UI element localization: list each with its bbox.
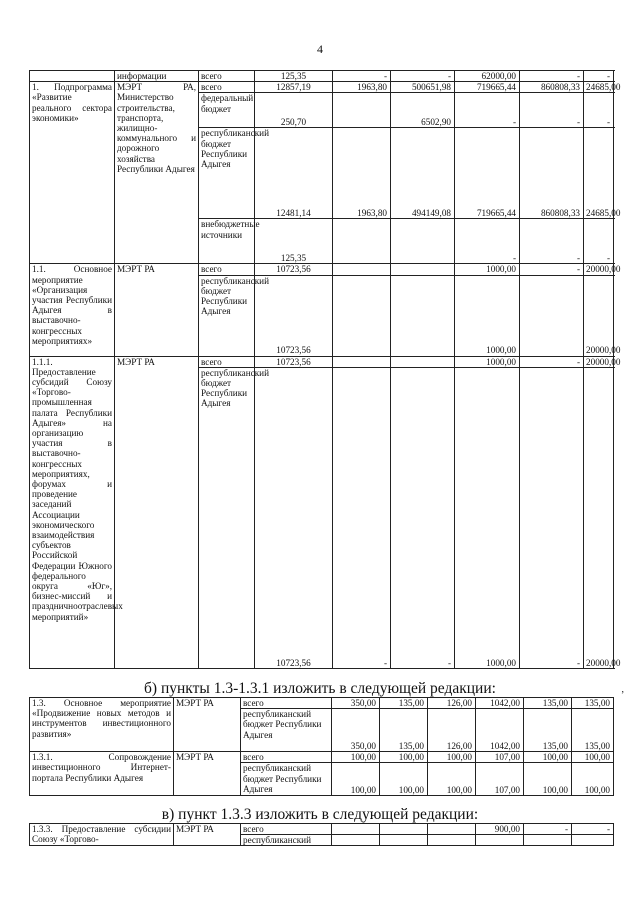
value-cell: 100,00 bbox=[572, 752, 614, 763]
value-cell bbox=[332, 824, 380, 835]
value-cell: 860808,33 bbox=[520, 82, 584, 93]
value-cell: 10723,56 bbox=[255, 367, 333, 668]
value-cell: 135,00 bbox=[380, 698, 428, 709]
value-cell bbox=[391, 275, 455, 356]
value-cell: 1963,80 bbox=[333, 82, 391, 93]
funding-source: всего bbox=[241, 752, 332, 763]
item-name: 1.1. Основное мероприятие «Организация участия Республики Адыгея в выставочно-конгрессных мероприятиях» bbox=[30, 264, 115, 356]
table-row bbox=[30, 82, 614, 93]
value-cell: 10723,56 bbox=[255, 275, 333, 356]
value-cell: 860808,33 bbox=[520, 128, 584, 219]
value-cell: 10723,56 bbox=[255, 264, 333, 275]
value-cell bbox=[333, 93, 391, 128]
value-cell: 10723,56 bbox=[255, 356, 333, 367]
table-row bbox=[30, 356, 614, 367]
value-cell: 62000,00 bbox=[455, 71, 520, 82]
funding-source: республиканский бюджет Республики Адыгея bbox=[199, 367, 255, 668]
value-cell bbox=[391, 264, 455, 275]
funding-source: всего bbox=[241, 698, 332, 709]
item-name: 1.3.1. Сопровождение инвестиционного Интернет-портала Республики Адыгея bbox=[30, 752, 174, 796]
table-row bbox=[30, 752, 614, 763]
value-cell: - bbox=[584, 219, 614, 264]
value-cell: 1000,00 bbox=[455, 275, 520, 356]
funding-source: республиканский bbox=[241, 835, 332, 846]
value-cell bbox=[476, 835, 524, 846]
executor: МЭРТ РА, Министерство строительства, транспорта, жилищно-коммунального и дорожного хозяйства Республики Адыгея bbox=[115, 82, 199, 264]
funding-source: всего bbox=[199, 356, 255, 367]
value-cell: 719665,44 bbox=[455, 82, 520, 93]
funding-source: внебюджетные источники bbox=[199, 219, 255, 264]
value-cell: - bbox=[520, 71, 584, 82]
value-cell: - bbox=[391, 71, 455, 82]
value-cell bbox=[380, 824, 428, 835]
value-cell: 100,00 bbox=[428, 763, 476, 796]
value-cell: 24685,00 bbox=[584, 128, 614, 219]
value-cell: 12481,14 bbox=[255, 128, 333, 219]
value-cell: 12857,19 bbox=[255, 82, 333, 93]
value-cell: - bbox=[520, 264, 584, 275]
value-cell bbox=[391, 219, 455, 264]
value-cell: - bbox=[584, 93, 614, 128]
value-cell: 100,00 bbox=[380, 752, 428, 763]
table-row bbox=[30, 824, 614, 835]
item-name: 1.3.3. Предоставление субсидии Союзу «Торгово- bbox=[30, 824, 174, 846]
value-cell: 135,00 bbox=[524, 698, 572, 709]
funding-source: федеральный бюджет bbox=[199, 93, 255, 128]
executor: информации bbox=[115, 71, 199, 82]
value-cell: 100,00 bbox=[572, 763, 614, 796]
value-cell bbox=[333, 264, 391, 275]
table-row bbox=[30, 698, 614, 709]
value-cell: 107,00 bbox=[476, 752, 524, 763]
value-cell: - bbox=[391, 367, 455, 668]
value-cell: - bbox=[455, 93, 520, 128]
item-name: 1. Подпрограмма «Развитие реального сектора экономики» bbox=[30, 82, 115, 264]
value-cell: 719665,44 bbox=[455, 128, 520, 219]
funding-source: республиканский бюджет Республики Адыгея bbox=[199, 128, 255, 219]
value-cell: 100,00 bbox=[380, 763, 428, 796]
funding-source: республиканский бюджет Республики Адыгея bbox=[199, 275, 255, 356]
value-cell bbox=[332, 835, 380, 846]
value-cell: - bbox=[455, 219, 520, 264]
funding-source: всего bbox=[199, 264, 255, 275]
value-cell: - bbox=[333, 367, 391, 668]
table-row bbox=[30, 71, 614, 82]
value-cell: 20000,00 bbox=[584, 356, 614, 367]
value-cell: 1042,00 bbox=[476, 698, 524, 709]
executor: МЭРТ РА bbox=[174, 824, 241, 846]
value-cell bbox=[428, 824, 476, 835]
value-cell: 100,00 bbox=[524, 752, 572, 763]
value-cell: 125,35 bbox=[255, 71, 333, 82]
value-cell: - bbox=[584, 71, 614, 82]
value-cell: 1963,80 bbox=[333, 128, 391, 219]
value-cell bbox=[428, 835, 476, 846]
value-cell: 135,00 bbox=[380, 709, 428, 752]
budget-table-1-3 bbox=[29, 697, 614, 796]
value-cell: - bbox=[520, 93, 584, 128]
page-number: 4 bbox=[317, 42, 323, 56]
value-cell: 1000,00 bbox=[455, 264, 520, 275]
value-cell: 100,00 bbox=[332, 763, 380, 796]
value-cell: - bbox=[524, 824, 572, 835]
executor: МЭРТ РА bbox=[115, 264, 199, 356]
value-cell bbox=[333, 219, 391, 264]
value-cell bbox=[380, 835, 428, 846]
value-cell bbox=[391, 356, 455, 367]
value-cell: - bbox=[333, 71, 391, 82]
value-cell bbox=[572, 835, 614, 846]
funding-source: всего bbox=[199, 71, 255, 82]
value-cell: 20000,00 bbox=[584, 275, 614, 356]
value-cell: 900,00 bbox=[476, 824, 524, 835]
value-cell: 350,00 bbox=[332, 709, 380, 752]
value-cell: - bbox=[572, 824, 614, 835]
value-cell: 135,00 bbox=[572, 709, 614, 752]
value-cell: - bbox=[520, 367, 584, 668]
budget-table-main bbox=[29, 70, 621, 669]
value-cell: 1042,00 bbox=[476, 709, 524, 752]
value-cell: - bbox=[520, 219, 584, 264]
value-cell: 20000,00 bbox=[584, 367, 614, 668]
amendment-heading-c: в) пункт 1.3.3 изложить в следующей редакции: bbox=[161, 806, 479, 823]
value-cell: 1000,00 bbox=[455, 367, 520, 668]
value-cell: 125,35 bbox=[255, 219, 333, 264]
budget-table-1-3-3 bbox=[29, 823, 614, 846]
item-name bbox=[30, 71, 115, 82]
value-cell bbox=[520, 275, 584, 356]
item-name: 1.1.1. Предоставление субсидий Союзу «Торгово-промышленная палата Республики Адыгея» на организацию участия в выставочно-конгрессных мероприятиях, форумах и проведение заседаний Ассоциации экономического взаимодействия субъектов Российской Федерации Южного федерального округа «Юг», бизнес-миссий и праздничноотраслевых мероприятий» bbox=[30, 356, 115, 668]
value-cell bbox=[333, 275, 391, 356]
value-cell: 100,00 bbox=[428, 752, 476, 763]
value-cell: 1000,00 bbox=[455, 356, 520, 367]
value-cell bbox=[333, 356, 391, 367]
value-cell: - bbox=[520, 356, 584, 367]
value-cell: 350,00 bbox=[332, 698, 380, 709]
executor: МЭРТ РА bbox=[174, 752, 241, 796]
amendment-heading-b: б) пункты 1.3-1.3.1 изложить в следующей редакции: bbox=[144, 680, 496, 697]
value-cell: 24685,00 bbox=[584, 82, 614, 93]
executor: МЭРТ РА bbox=[115, 356, 199, 668]
value-cell: 126,00 bbox=[428, 709, 476, 752]
funding-source: всего bbox=[199, 82, 255, 93]
value-cell: 494149,08 bbox=[391, 128, 455, 219]
value-cell: 135,00 bbox=[572, 698, 614, 709]
value-cell: 100,00 bbox=[332, 752, 380, 763]
value-cell: 126,00 bbox=[428, 698, 476, 709]
value-cell: 6502,90 bbox=[391, 93, 455, 128]
value-cell: 135,00 bbox=[524, 709, 572, 752]
funding-source: всего bbox=[241, 824, 332, 835]
table-row bbox=[30, 264, 614, 275]
funding-source: республиканский бюджет Республики Адыгея bbox=[241, 763, 332, 796]
value-cell bbox=[524, 835, 572, 846]
value-cell: 250,70 bbox=[255, 93, 333, 128]
value-cell: 107,00 bbox=[476, 763, 524, 796]
value-cell: 100,00 bbox=[524, 763, 572, 796]
value-cell: 20000,00 bbox=[584, 264, 614, 275]
scan-mark: ʼ bbox=[621, 690, 625, 701]
item-name: 1.3. Основное мероприятие «Продвижение новых методов и инструментов инвестиционного развития» bbox=[30, 698, 174, 752]
executor: МЭРТ РА bbox=[174, 698, 241, 752]
value-cell: 500651,98 bbox=[391, 82, 455, 93]
funding-source: республиканский бюджет Республики Адыгея bbox=[241, 709, 332, 752]
